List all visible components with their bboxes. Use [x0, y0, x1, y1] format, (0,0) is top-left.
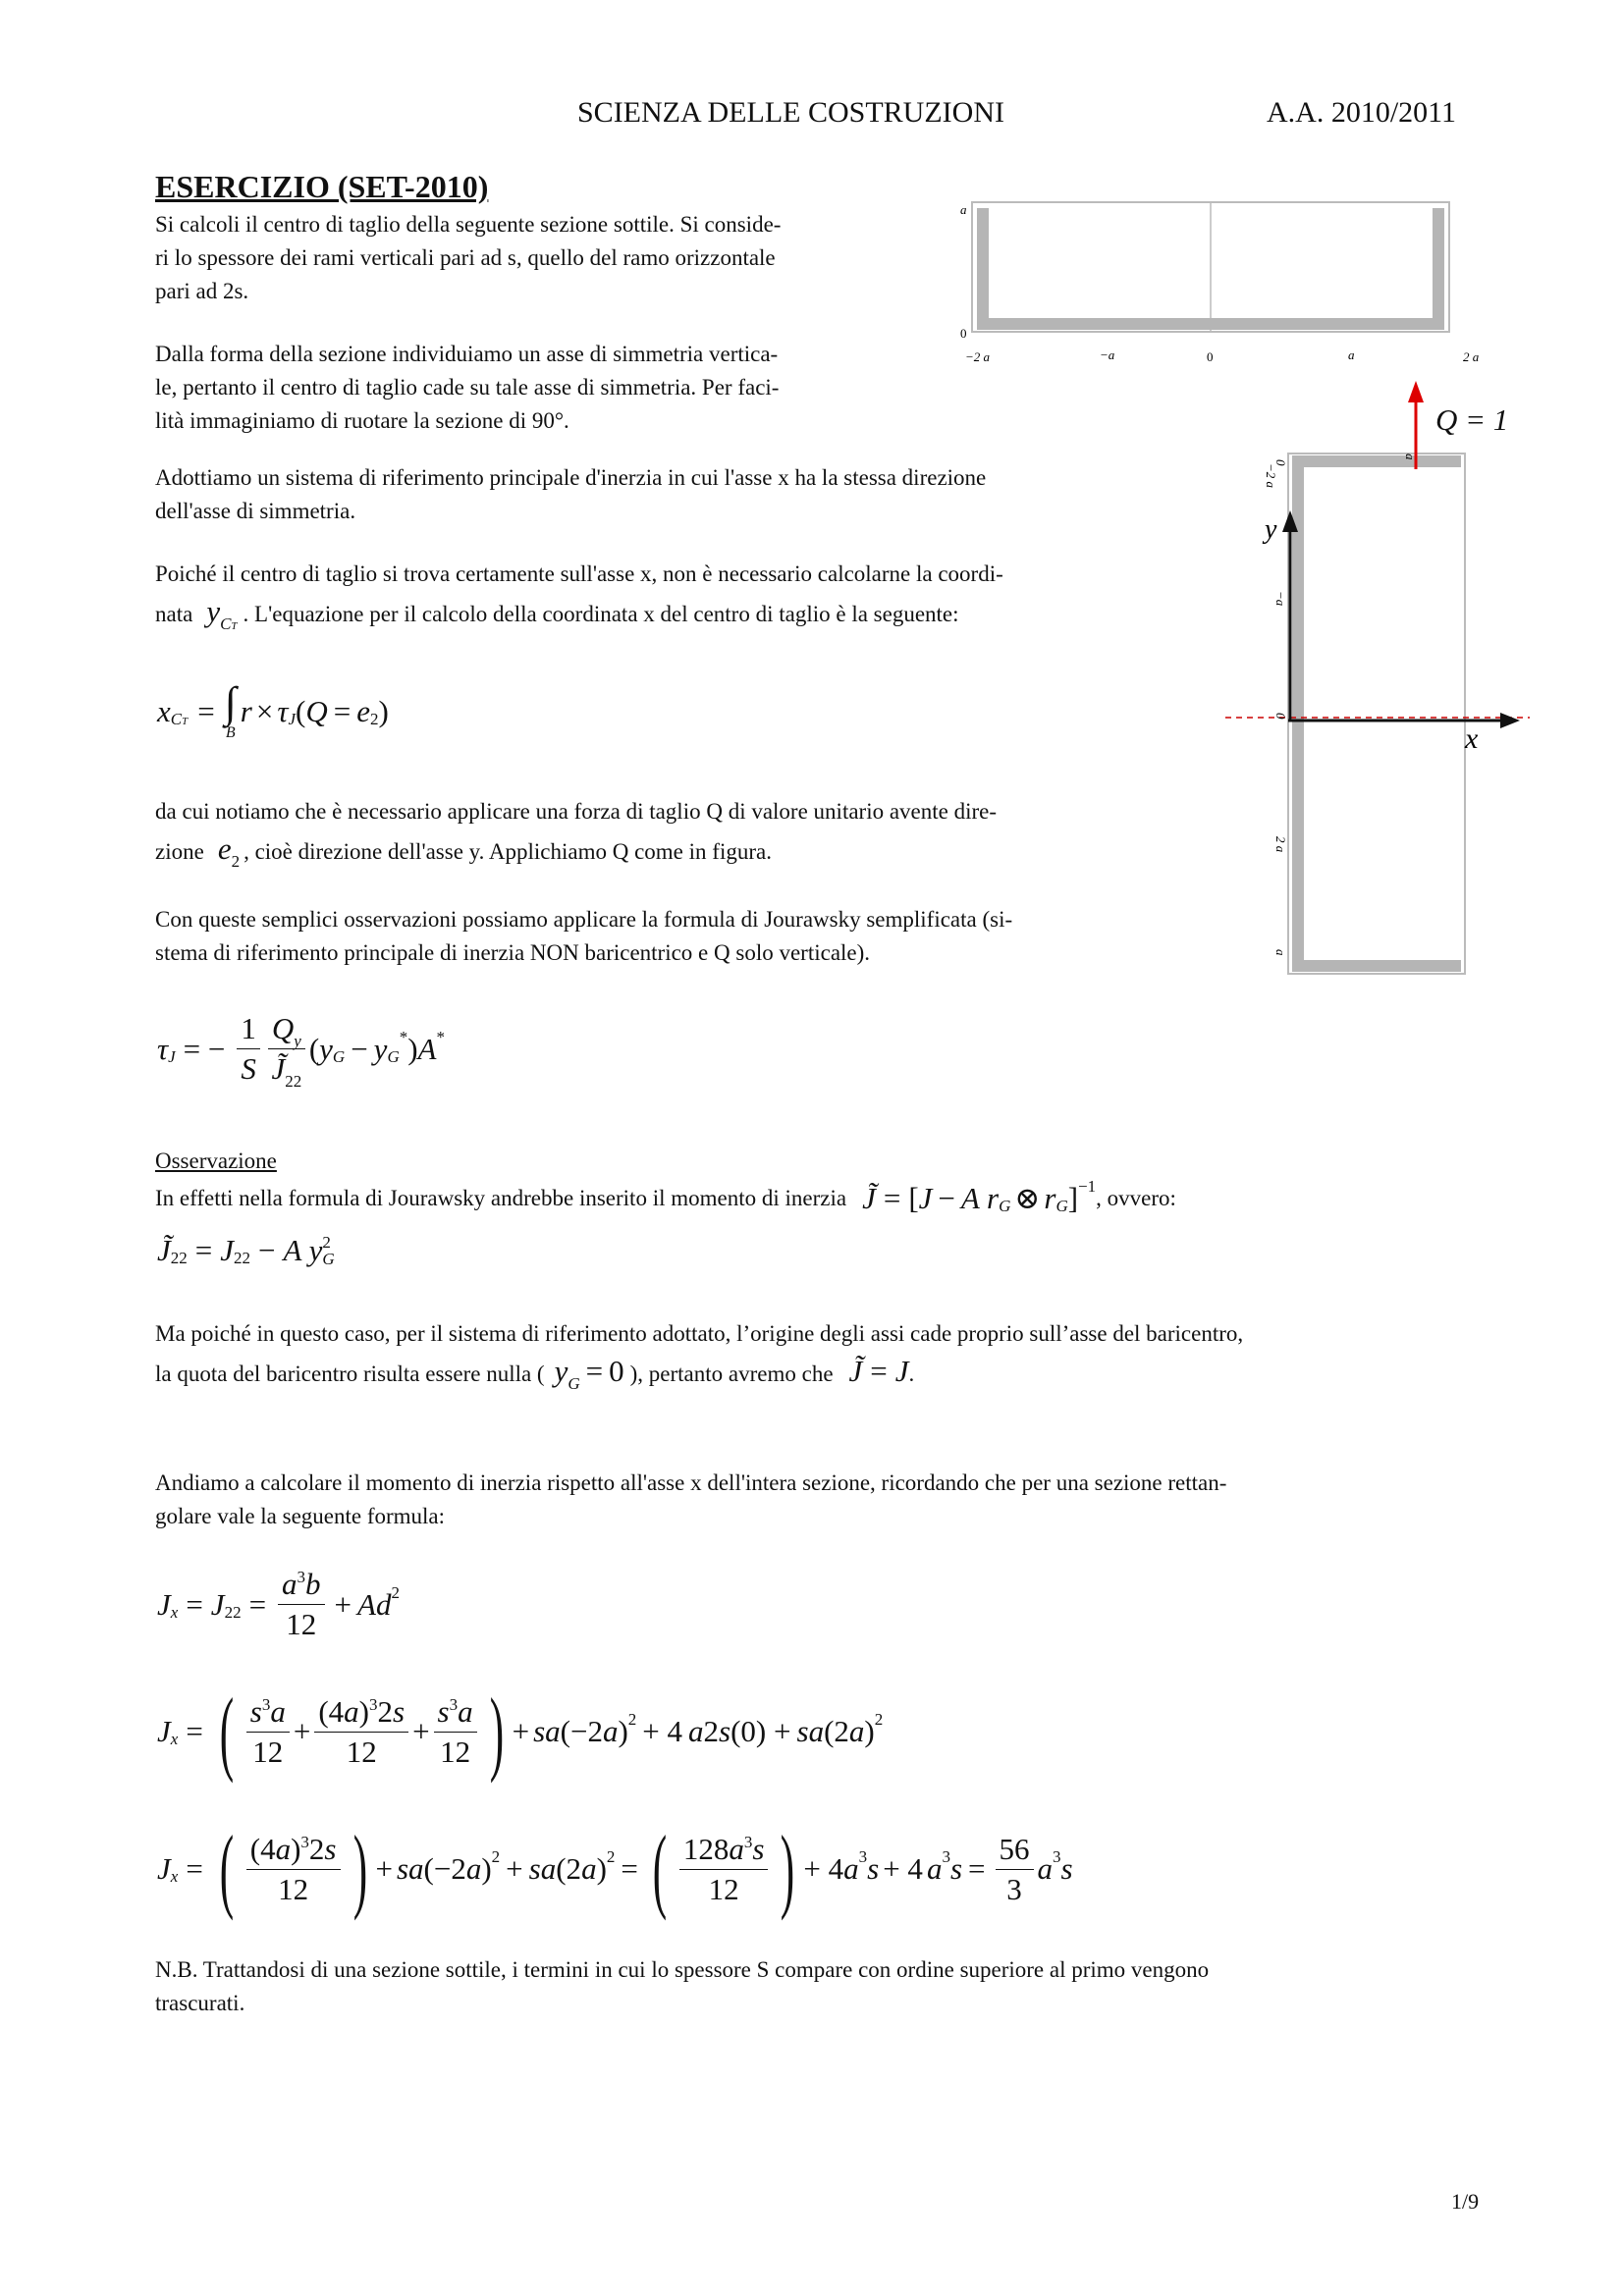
- left-flange: [977, 208, 989, 330]
- svg-text:0: 0: [1273, 459, 1288, 466]
- observation-title: Osservazione: [155, 1148, 277, 1173]
- rotated-section-figure: [1225, 375, 1540, 984]
- inertia-expansion-1: J x = ( $\frac{s3a}{12}$ + $\frac{(4a)32s}{12}$ + $\frac{s3a}{12}$ ) + sa (−2 a ) 2 + 4 a 2 s (0) + sa (2 a ) 2: [157, 1679, 884, 1784]
- paragraph-6: Con queste semplici osservazioni possiamo applicare la formula di Jourawsky semplificata (si- stema di riferimento principale di inerzia NON baricentrico e Q solo verticale).: [155, 907, 1013, 965]
- jourawsky-equation: τ J = − $\frac{1}{S}$ $\frac{Qy}{J̃22}$ ( y G − y G * ) A *: [157, 1011, 445, 1091]
- paragraph-8: Andiamo a calcolare il momento di inerzia rispetto all'asse x dell'intera sezione, ricordando che per una sezione rettan- golare vale la seguente formula:: [155, 1470, 1227, 1528]
- paragraph-2: Dalla forma della sezione individuiamo un asse di simmetria vertica- le, pertanto il centro di taglio cade su tale asse di simmetria. Per faci- lità immaginiamo di ruotare la sezione di 90°.: [155, 342, 780, 433]
- svg-text:a: a: [1348, 347, 1355, 362]
- paragraph-1: Si calcoli il centro di taglio della seguente sezione sottile. Si conside- ri lo spessore dei rami verticali pari ad s, quello del ramo orizzontale pari ad 2s.: [155, 212, 782, 303]
- right-flange: [1433, 208, 1444, 330]
- web-vertical: [1292, 455, 1304, 972]
- svg-text:a: a: [1273, 949, 1288, 956]
- reduced-inertia-equation: J̃ 22 = J 22 − A y 2 G: [157, 1233, 335, 1268]
- exercise-title: ESERCIZIO (SET-2010): [155, 169, 489, 204]
- paragraph-4: Poiché il centro di taglio si trova certamente sull'asse x, non è necessario calcolarne la coordi- nata $y_{CT}$ . L'equazione per il calcolo della coordinata x del centro di taglio è la seguente:: [155, 561, 1003, 633]
- paragraph-5: da cui notiamo che è necessario applicare una forza di taglio Q di valore unitario avente dire- zione $e_2$ , cioè direzione dell'asse y. Applichiamo Q come in figura.: [155, 799, 998, 871]
- inertia-expansion-2: J x = ( $\frac{(4a)32s}{12}$ ) + sa (−2 a ) 2 + sa (2 a ) 2 = ( $\frac{128a3s}{12}$ ) + 4 a 3 s + 4 a 3 s = $\frac{56}{3}$ a 3 s: [157, 1816, 1073, 1921]
- svg-text:y: y: [1265, 514, 1277, 545]
- academic-year: A.A. 2010/2011: [1267, 96, 1457, 129]
- note-nb: N.B. Trattandosi di una sezione sottile, i termini in cui lo spessore S compare con ordine superiore al primo vengono trascurati.: [155, 1957, 1210, 2015]
- web: [977, 318, 1444, 330]
- svg-text:−a: −a: [1273, 591, 1288, 607]
- inertia-formula: J x = J 22 = $\frac{a3b}{12}$ + Ad 2: [157, 1567, 400, 1641]
- svg-text:x: x: [1465, 722, 1479, 755]
- svg-text:a: a: [960, 202, 967, 217]
- svg-text:−2 a: −2 a: [965, 349, 991, 364]
- observation-line: In effetti nella formula di Jourawsky andrebbe inserito il momento di inerzia J̃ = [ J − A r G ⊗ r G ] −1 , ovvero:: [155, 1177, 1176, 1215]
- svg-text:a: a: [1403, 454, 1418, 460]
- svg-text:0: 0: [960, 326, 967, 341]
- svg-text:2 a: 2 a: [1463, 349, 1480, 364]
- force-label: Q = 1: [1435, 402, 1509, 437]
- paragraph-3: Adottiamo un sistema di riferimento principale d'inerzia in cui l'asse x ha la stessa direzione dell'asse di simmetria.: [155, 465, 987, 523]
- svg-text:−a: −a: [1100, 347, 1115, 362]
- svg-text:−2 a: −2 a: [1264, 463, 1278, 489]
- course-title: SCIENZA DELLE COSTRUZIONI: [577, 96, 1004, 129]
- shear-center-equation: x CT = ∫ B r × τ J ( Q = e 2 ): [157, 678, 389, 741]
- paragraph-7: Ma poiché in questo caso, per il sistema di riferimento adottato, l’origine degli assi cade proprio sull’asse del baricentro, la quota del baricentro risulta essere nulla ( $y_G = 0$ ), pertanto avremo che J̃ = J .: [155, 1321, 1244, 1393]
- svg-text:0: 0: [1207, 349, 1214, 364]
- svg-text:2 a: 2 a: [1273, 836, 1288, 853]
- section-figure: [950, 194, 1492, 371]
- bottom-flange: [1292, 960, 1461, 972]
- svg-text:0: 0: [1273, 713, 1288, 720]
- page-number: 1/9: [1451, 2189, 1480, 2214]
- top-flange: [1292, 455, 1461, 467]
